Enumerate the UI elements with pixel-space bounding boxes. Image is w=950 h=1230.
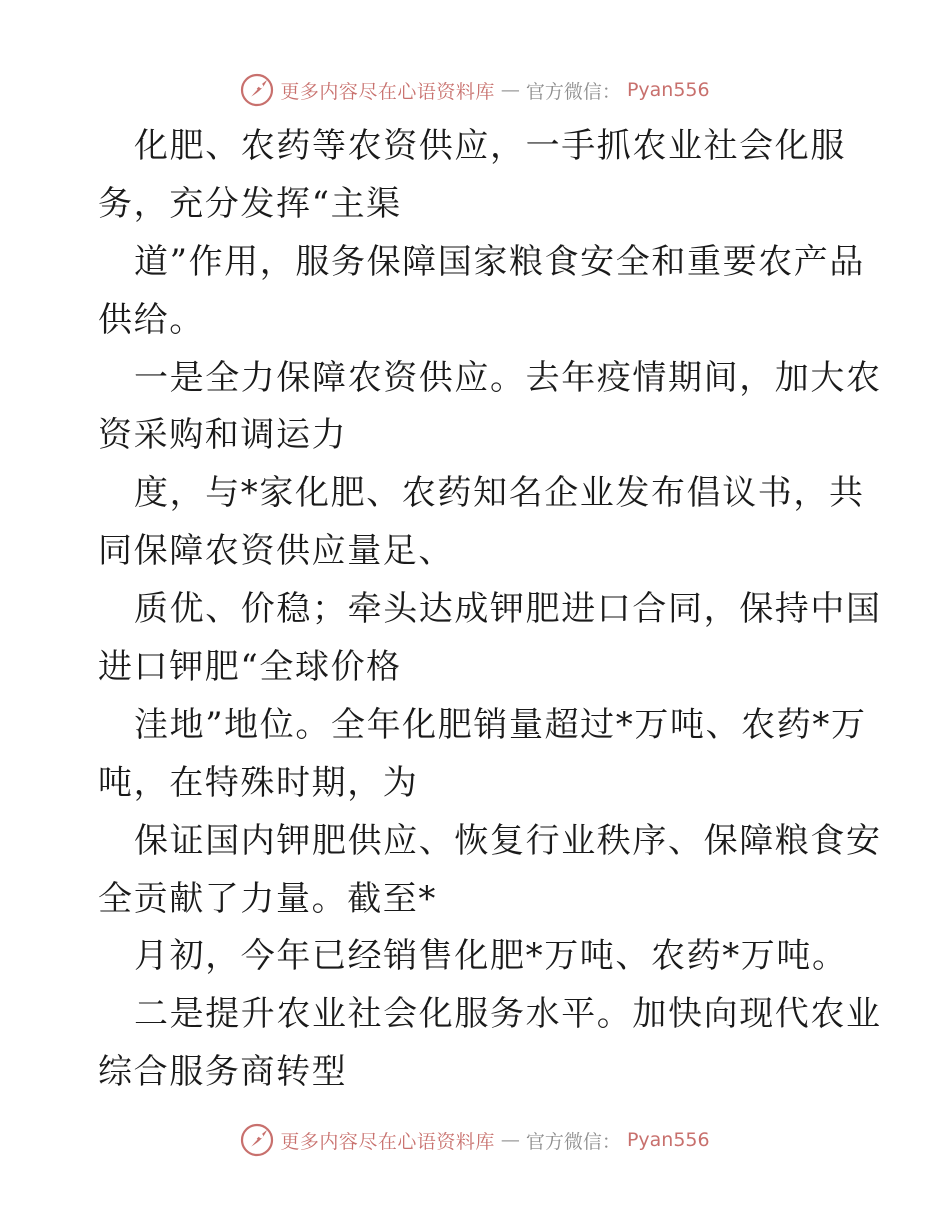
text-line: 进口钾肥“全球价格 (98, 647, 402, 688)
text-line: 资采购和调运力 (98, 415, 348, 456)
text-line: 供给。 (98, 299, 205, 340)
text-line: 一是全力保障农资供应。去年疫情期间，加大农 (134, 357, 882, 398)
text-line: 二是提升农业社会化服务水平。加快向现代农业 (134, 994, 882, 1035)
watermark-site-text: 更多内容尽在心语资料库 (280, 1130, 495, 1153)
text-line: 质优、价稳；牵头达成钾肥进口合同，保持中国 (134, 589, 882, 630)
text-line: 全贡献了力量。截至* (98, 878, 437, 919)
text-line: 吨，在特殊时期，为 (98, 762, 419, 803)
text-line: 道”作用，服务保障国家粮食安全和重要农产品 (134, 241, 865, 282)
watermark-wechat-id: Pyan556 (626, 79, 710, 101)
feather-pen-logo-icon (240, 1123, 274, 1157)
text-line: 月初，今年已经销售化肥*万吨、农药*万吨。 (134, 936, 848, 977)
text-line: 务，充分发挥“主渠 (98, 183, 402, 224)
watermark-wechat-label: 官方微信： (525, 1130, 621, 1153)
text-line: 综合服务商转型 (98, 1052, 348, 1093)
text-line: 化肥、农药等农资供应，一手抓农业社会化服 (134, 126, 846, 166)
feather-pen-logo-icon (240, 73, 274, 107)
text-line: 同保障农资供应量足、 (98, 531, 454, 572)
watermark-separator: — (500, 79, 520, 101)
text-line: 度，与*家化肥、农药知名企业发布倡议书，共 (134, 473, 865, 514)
watermark-separator: — (500, 1129, 520, 1151)
watermark-site-text: 更多内容尽在心语资料库 (280, 80, 495, 103)
watermark-wechat-label: 官方微信： (525, 80, 621, 103)
text-line: 保证国内钾肥供应、恢复行业秩序、保障粮食安 (134, 820, 882, 861)
header-watermark (0, 70, 950, 110)
footer-watermark (0, 1120, 950, 1160)
document-body (98, 118, 882, 1102)
text-line: 洼地”地位。全年化肥销量超过*万吨、农药*万 (134, 704, 867, 745)
watermark-wechat-id: Pyan556 (626, 1129, 710, 1151)
